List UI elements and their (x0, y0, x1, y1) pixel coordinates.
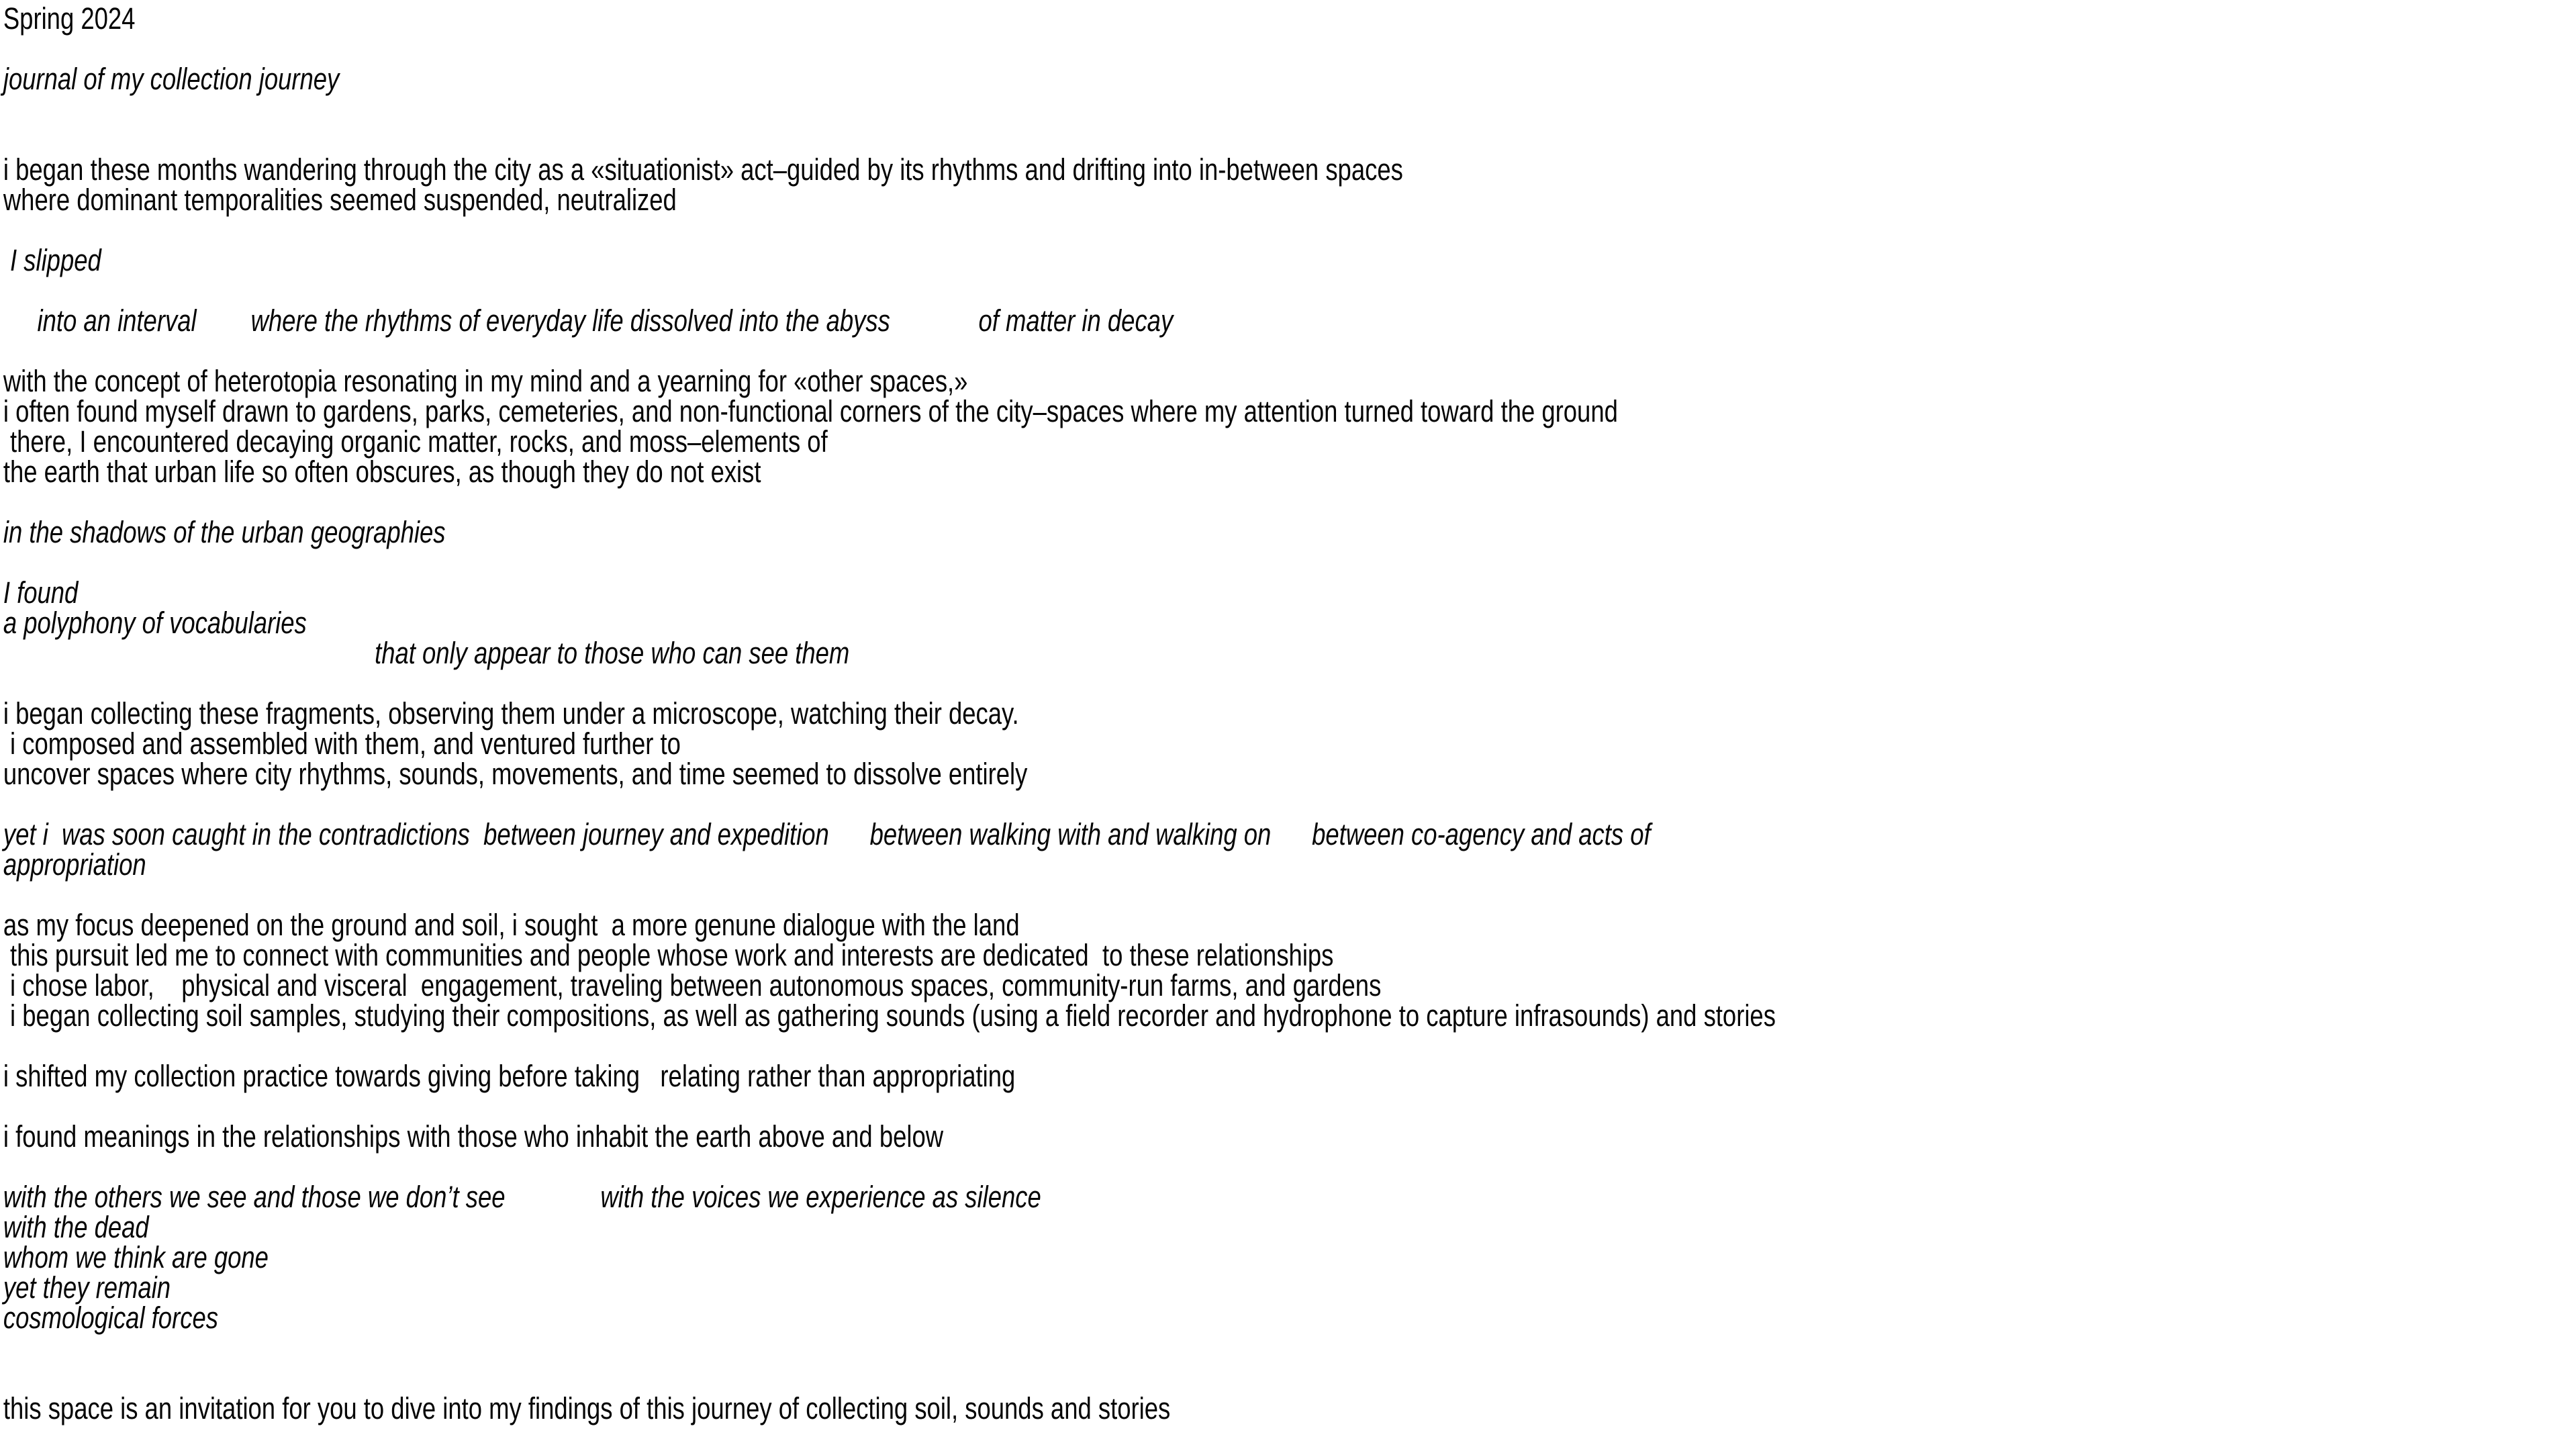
paragraph-dialogue-with-land (3, 910, 2576, 1031)
page-subtitle: journal of my collection journey (3, 62, 340, 96)
page-title: Spring 2024 (3, 1, 136, 36)
text-line: with the concept of heterotopia resonating in my mind and a yearning for «other spaces,» (3, 364, 968, 398)
text-line: yet they remain (3, 1270, 171, 1305)
verse-into-an-interval (3, 303, 2576, 338)
text-line: i began these months wandering through the city as a «situationist» act–guided by its rhythms and drifting into in-between spaces (3, 152, 1403, 187)
paragraph-invitation (3, 1393, 2576, 1423)
paragraph-collecting-fragments (3, 698, 2576, 789)
text-line: i found meanings in the relationships with those who inhabit the earth above and below (3, 1119, 944, 1154)
text-line: I found (3, 575, 79, 610)
paragraph-giving-before-taking (3, 1061, 2576, 1091)
text-line: i composed and assembled with them, and ventured further to (3, 727, 681, 761)
text-line: cosmological forces (3, 1301, 218, 1335)
text-line: i shifted my collection practice towards giving before taking relating rather than appropriating (3, 1059, 1016, 1093)
text-line: with the others we see and those we don’t see with the voices we experience as silence (3, 1180, 1041, 1214)
text-line: i began collecting soil samples, studying their compositions, as well as gathering sounds (using a field recorder and hydrophone to capture infrasounds) and stories (3, 998, 1776, 1033)
verse-i-slipped (3, 245, 2576, 275)
paragraph-found-meanings (3, 1121, 2576, 1152)
text-line: uncover spaces where city rhythms, sounds, movements, and time seemed to dissolve entirely (3, 757, 1028, 791)
text-line: with the dead (3, 1210, 149, 1244)
text-line: appropriation (3, 847, 146, 882)
text-line: i chose labor, physical and visceral engagement, traveling between autonomous spaces, community-run farms, and gardens (3, 968, 1382, 1002)
text-line: into an interval where the rhythms of everyday life dissolved into the abyss of matter in decay (3, 303, 1174, 338)
text-line: this pursuit led me to connect with communities and people whose work and interests are dedicated to these relationships (3, 938, 1334, 972)
text-line: yet i was soon caught in the contradictions between journey and expedition between walking with and walking on between co-agency and acts of (3, 817, 1651, 851)
text-line: where dominant temporalities seemed suspended, neutralized (3, 183, 677, 217)
verse-contradictions (3, 819, 2576, 880)
text-line: whom we think are gone (3, 1240, 269, 1274)
paragraph-heterotopia (3, 366, 2576, 487)
text-line: a polyphony of vocabularies (3, 606, 307, 640)
text-line: that only appear to those who can see them (375, 636, 850, 670)
text-line: i often found myself drawn to gardens, parks, cemeteries, and non-functional corners of the city–spaces where my attention turned toward the ground (3, 394, 1618, 428)
text-line: in the shadows of the urban geographies (3, 515, 446, 549)
text-line: I slipped (3, 243, 101, 277)
text-line: the earth that urban life so often obscures, as though they do not exist (3, 455, 761, 489)
text-line: as my focus deepened on the ground and soil, i sought a more genune dialogue with the land (3, 908, 1020, 942)
text-line: there, I encountered decaying organic matter, rocks, and moss–elements of (3, 424, 828, 459)
verse-polyphony (3, 577, 2576, 668)
paragraph-wandering (3, 154, 2576, 215)
verse-shadows (3, 517, 2576, 547)
closing-line: this space is an invitation for you to dive into my findings of this journey of collecting soil, sounds and stories (3, 1391, 1171, 1425)
verse-with-the-others (3, 1182, 2576, 1333)
text-line: i began collecting these fragments, observing them under a microscope, watching their decay. (3, 696, 1019, 731)
